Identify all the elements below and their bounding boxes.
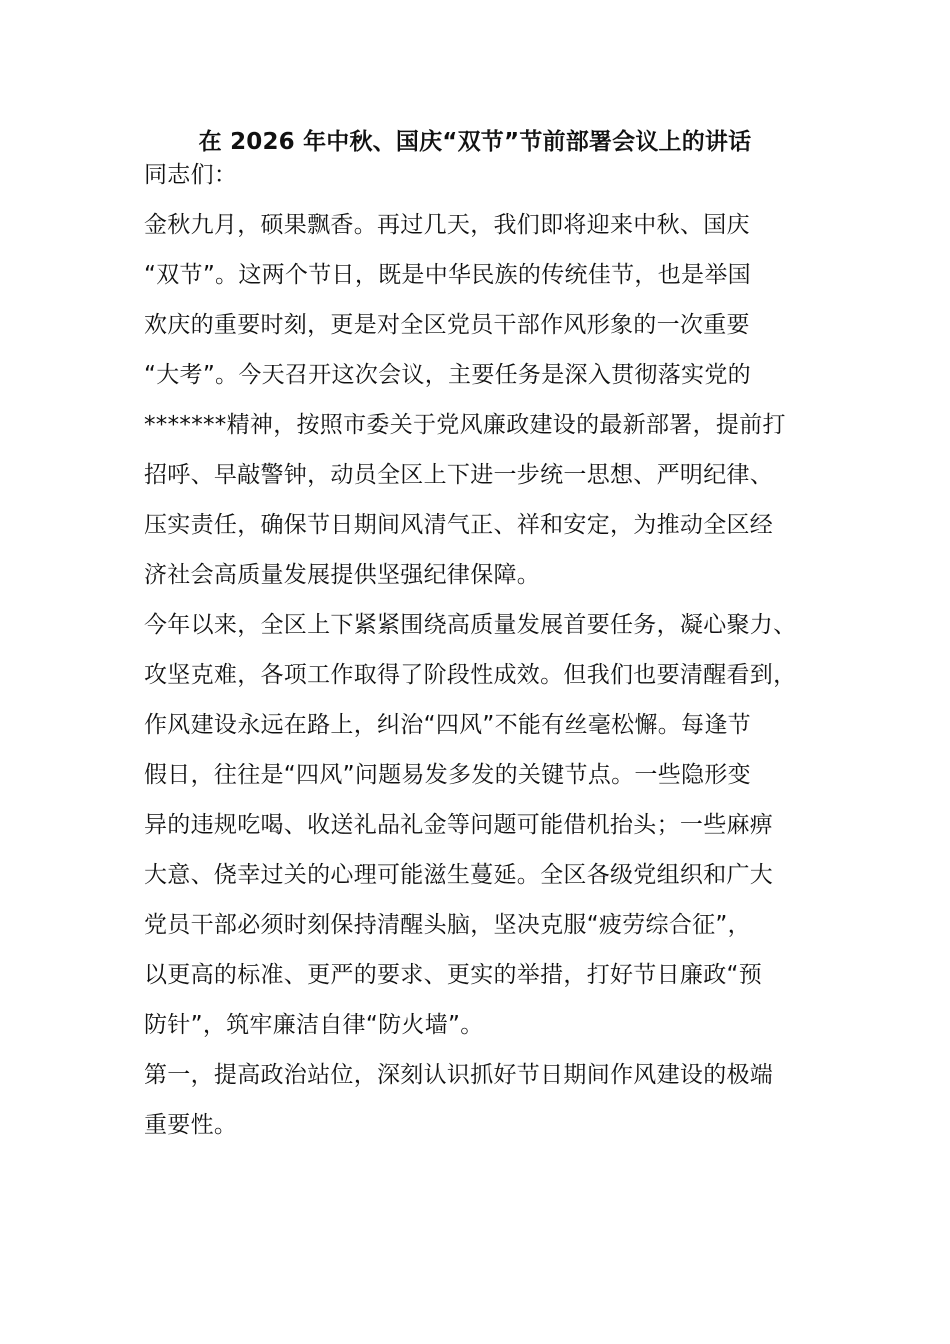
paragraph-line: 金秋九月，硕果飘香。再过几天，我们即将迎来中秋、国庆	[144, 212, 750, 238]
document-body	[144, 150, 809, 1150]
paragraph-line: “双节”。这两个节日，既是中华民族的传统佳节，也是举国	[144, 262, 751, 288]
paragraph-line: 第一，提高政治站位，深刻认识抓好节日期间作风建设的极端	[144, 1062, 774, 1088]
paragraph-line: 党员干部必须时刻保持清醒头脑，坚决克服“疲劳综合征”，	[144, 912, 751, 938]
paragraph-line: 假日，往往是“四风”问题易发多发的关键节点。一些隐形变	[144, 762, 751, 788]
document-title: 在 2026 年中秋、国庆“双节”节前部署会议上的讲话	[198, 129, 752, 155]
paragraph-3-heading	[144, 1050, 809, 1150]
paragraph-line: 重要性。	[144, 1112, 238, 1138]
paragraph-line: 济社会高质量发展提供坚强纪律保障。	[144, 562, 541, 588]
paragraph-line: “大考”。今天召开这次会议，主要任务是深入贯彻落实党的	[144, 362, 751, 388]
paragraph-line: 以更高的标准、更严的要求、更实的举措，打好节日廉政“预	[144, 962, 763, 988]
paragraph-line: 招呼、早敲警钟，动员全区上下进一步统一思想、严明纪律、	[144, 462, 774, 488]
paragraph-line: 异的违规吃喝、收送礼品礼金等问题可能借机抬头；一些麻痹	[144, 812, 774, 838]
paragraph-line: 今年以来，全区上下紧紧围绕高质量发展首要任务，凝心聚力、	[144, 612, 797, 638]
paragraph-1	[144, 200, 809, 600]
paragraph-line: 作风建设永远在路上，纠治“四风”不能有丝毫松懈。每逢节	[144, 712, 751, 738]
paragraph-line: 大意、侥幸过关的心理可能滋生蔓延。全区各级党组织和广大	[144, 862, 774, 888]
paragraph-line: 攻坚克难，各项工作取得了阶段性成效。但我们也要清醒看到，	[144, 662, 797, 688]
paragraph-2	[144, 600, 809, 1050]
paragraph-line: *******精神，按照市委关于党风廉政建设的最新部署，提前打	[144, 412, 786, 438]
salutation: 同志们：	[144, 162, 238, 188]
paragraph-line: 防针”，筑牢廉洁自律“防火墙”。	[144, 1012, 484, 1038]
paragraph-line: 压实责任，确保节日期间风清气正、祥和安定，为推动全区经	[144, 512, 774, 538]
paragraph-line: 欢庆的重要时刻，更是对全区党员干部作风形象的一次重要	[144, 312, 750, 338]
